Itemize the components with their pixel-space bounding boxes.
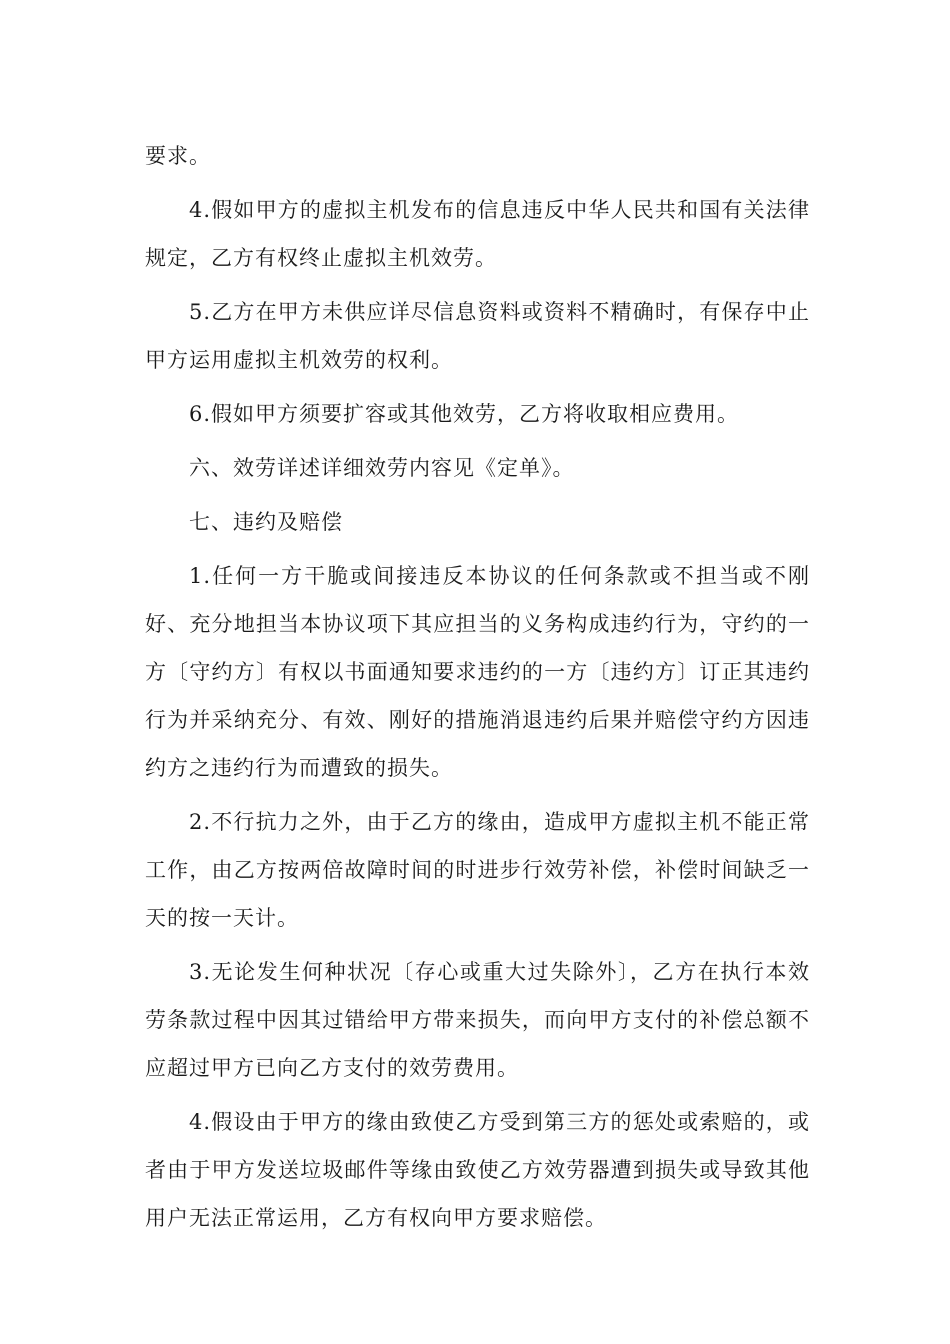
paragraph-breach-clause-2: 2.不行抗力之外，由于乙方的缘由，造成甲方虚拟主机不能正常工作，由乙方按两倍故障时间的时进步行效劳补偿，补偿时间缺乏一天的按一天计。: [145, 810, 810, 930]
paragraph-breach-clause-1: 1.任何一方干脆或间接违反本协议的任何条款或不担当或不刚好、充分地担当本协议项下其应担当的义务构成违约行为，守约的一方〔守约方〕有权以书面通知要求违约的一方〔违约方〕订正其违约行为并采纳充分、有效、刚好的措施消退违约后果并赔偿守约方因违约方之违约行为而遭致的损失。: [145, 564, 810, 780]
document-body: [145, 132, 810, 1248]
paragraph-breach-clause-4: 4.假设由于甲方的缘由致使乙方受到第三方的惩处或索赔的，或者由于甲方发送垃圾邮件等缘由致使乙方效劳器遭到损失或导致其他用户无法正常运用，乙方有权向甲方要求赔偿。: [145, 1110, 810, 1230]
paragraph-breach-clause-3: 3.无论发生何种状况〔存心或重大过失除外〕，乙方在执行本效劳条款过程中因其过错给甲方带来损失，而向甲方支付的补偿总额不应超过甲方已向乙方支付的效劳费用。: [145, 960, 810, 1080]
paragraph-continuation: 要求。: [145, 144, 211, 168]
paragraph-clause-4-illegal-info: 4.假如甲方的虚拟主机发布的信息违反中华人民共和国有关法律规定，乙方有权终止虚拟主机效劳。: [145, 198, 810, 270]
section-heading-6-service-details: 六、效劳详述详细效劳内容见《定单》。: [189, 456, 575, 480]
section-heading-7-breach-compensation: 七、违约及赔偿: [189, 510, 343, 534]
paragraph-clause-6-extra-fees: 6.假如甲方须要扩容或其他效劳，乙方将收取相应费用。: [189, 402, 740, 426]
paragraph-clause-5-suspend-service: 5.乙方在甲方未供应详尽信息资料或资料不精确时，有保存中止甲方运用虚拟主机效劳的权利。: [145, 300, 810, 372]
